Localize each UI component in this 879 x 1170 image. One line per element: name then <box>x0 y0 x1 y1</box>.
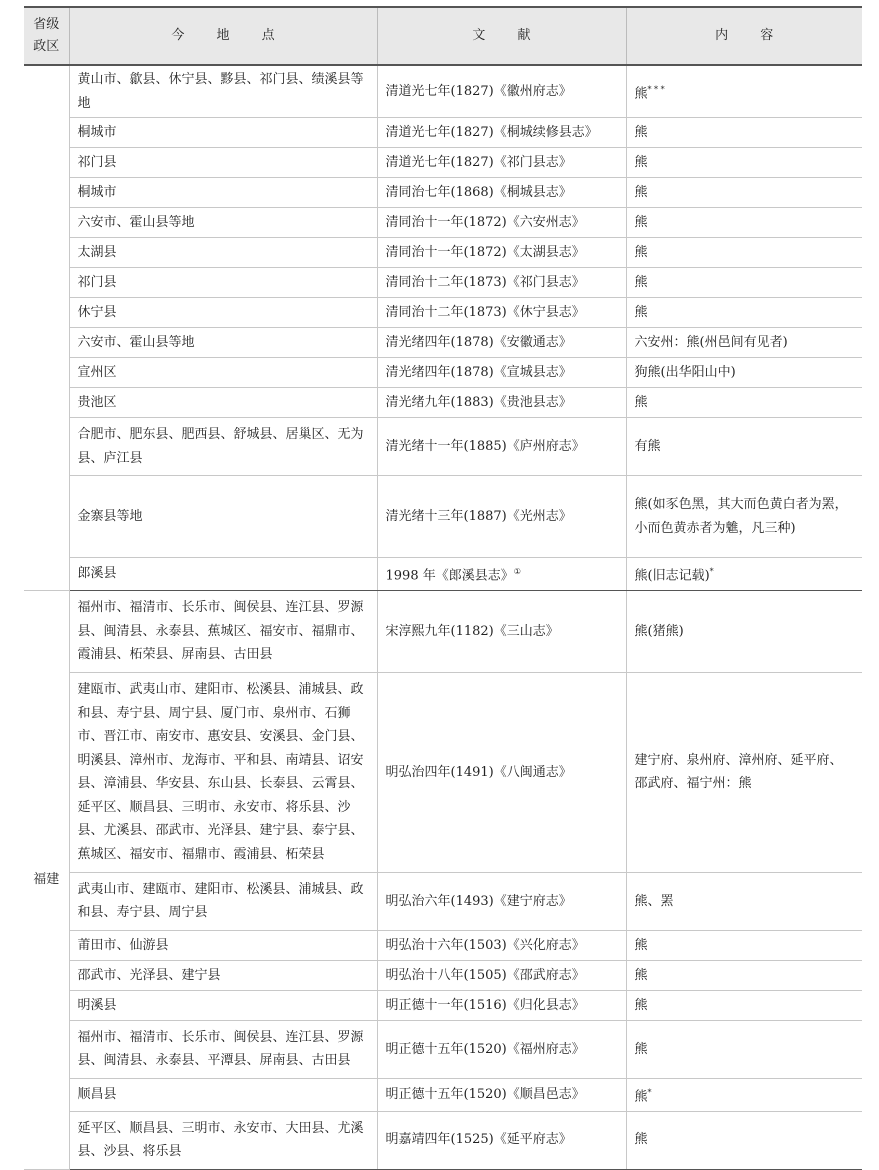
source-cell-text: 清光绪十三年(1887)《光州志》 <box>385 508 572 524</box>
place-cell-text: 金寨县等地 <box>77 508 143 524</box>
place-cell-text: 贵池区 <box>77 394 117 410</box>
place-cell-text: 福州市、福清市、长乐市、闽侯县、连江县、罗源县、闽清县、永泰县、蕉城区、福安市、福鼎市、霞浦县、柘荣县、屏南县、古田县 <box>77 600 364 663</box>
source-cell-text: 清同治十一年(1872)《六安州志》 <box>385 214 585 230</box>
table-row <box>24 558 862 591</box>
source-cell-text: 清同治十二年(1873)《祁门县志》 <box>385 274 585 290</box>
place-cell <box>69 590 377 672</box>
province-cell: 福建 <box>24 590 69 1169</box>
table-row <box>24 418 862 476</box>
footnote-mark: ① <box>513 567 521 576</box>
table-row <box>24 930 862 960</box>
source-cell <box>377 872 626 930</box>
source-cell <box>377 418 626 476</box>
source-cell <box>377 178 626 208</box>
source-cell <box>377 960 626 990</box>
source-cell-text: 宋淳熙九年(1182)《三山志》 <box>385 623 559 639</box>
content-cell-text: 熊 <box>634 304 648 320</box>
table-row <box>24 1078 862 1111</box>
content-cell <box>626 388 862 418</box>
source-cell-text: 清同治十一年(1872)《太湖县志》 <box>385 244 585 260</box>
content-cell-text: 熊(猪熊) <box>634 623 684 639</box>
source-cell-text: 明嘉靖四年(1525)《延平府志》 <box>385 1132 572 1148</box>
place-cell <box>69 268 377 298</box>
content-cell-text: 熊 <box>634 997 648 1013</box>
footnote-mark: * * * <box>647 84 665 94</box>
content-cell <box>626 328 862 358</box>
content-cell <box>626 65 862 118</box>
content-cell-text: 熊 <box>634 394 648 410</box>
source-cell-text: 清道光七年(1827)《桐城续修县志》 <box>385 124 598 140</box>
place-cell <box>69 558 377 591</box>
content-cell-text: 熊(旧志记载) <box>634 568 710 584</box>
table-row <box>24 238 862 268</box>
content-cell <box>626 558 862 591</box>
table-row <box>24 328 862 358</box>
place-cell <box>69 65 377 118</box>
content-cell <box>626 1111 862 1169</box>
content-cell <box>626 672 862 872</box>
place-cell-text: 桐城市 <box>77 184 117 200</box>
place-cell-text: 太湖县 <box>77 244 117 260</box>
content-cell-text: 熊 <box>634 274 648 290</box>
content-cell <box>626 208 862 238</box>
source-cell <box>377 1078 626 1111</box>
place-cell-text: 邵武市、光泽县、建宁县 <box>77 967 221 983</box>
province-cell <box>24 65 69 590</box>
source-cell-text: 清光绪十一年(1885)《庐州府志》 <box>385 438 585 454</box>
header-content: 内 容 <box>626 7 862 65</box>
table-row <box>24 960 862 990</box>
place-cell-text: 建瓯市、武夷山市、建阳市、松溪县、浦城县、政和县、寿宁县、周宁县、厦门市、泉州市、石狮市、晋江市、南安市、惠安县、安溪县、金门县、明溪县、漳州市、龙海市、平和县、南靖县、诏安县、漳浦县、华安县、东山县、长泰县、云霄县、延平区、顺昌县、三明市、永安市、将乐县、沙县、尤溪县、邵武市、光泽县、建宁县、泰宁县、蕉城区、福安市、福鼎市、霞浦县、柘荣县 <box>77 682 364 862</box>
table-row <box>24 65 862 118</box>
place-cell <box>69 298 377 328</box>
source-cell <box>377 358 626 388</box>
place-cell <box>69 1111 377 1169</box>
place-cell-text: 武夷山市、建瓯市、建阳市、松溪县、浦城县、政和县、寿宁县、周宁县 <box>77 881 364 921</box>
source-cell-text: 清光绪四年(1878)《安徽通志》 <box>385 334 572 350</box>
source-cell <box>377 1020 626 1078</box>
table-row <box>24 1020 862 1078</box>
source-cell-text: 清道光七年(1827)《祁门县志》 <box>385 154 572 170</box>
table-row <box>24 872 862 930</box>
content-cell-text: 熊 <box>634 244 648 260</box>
place-cell <box>69 388 377 418</box>
source-cell <box>377 328 626 358</box>
content-cell <box>626 118 862 148</box>
source-cell <box>377 148 626 178</box>
source-cell <box>377 476 626 558</box>
source-cell <box>377 1111 626 1169</box>
content-cell-text: 熊 <box>634 124 648 140</box>
footnote-mark: * <box>709 567 714 576</box>
table-row <box>24 298 862 328</box>
place-cell <box>69 1020 377 1078</box>
content-cell <box>626 590 862 672</box>
place-cell <box>69 358 377 388</box>
place-cell <box>69 1078 377 1111</box>
source-cell-text: 清同治十二年(1873)《休宁县志》 <box>385 304 585 320</box>
header-place: 今 地 点 <box>69 7 377 65</box>
source-cell-text: 清道光七年(1827)《徽州府志》 <box>385 83 572 99</box>
source-cell <box>377 208 626 238</box>
content-cell-text: 六安州：熊(州邑间有见者) <box>634 334 788 350</box>
content-cell <box>626 990 862 1020</box>
source-cell <box>377 930 626 960</box>
content-cell <box>626 148 862 178</box>
place-cell <box>69 872 377 930</box>
table-row <box>24 388 862 418</box>
content-cell-text: 熊、罴 <box>634 893 674 909</box>
source-cell <box>377 388 626 418</box>
place-cell-text: 六安市、霍山县等地 <box>77 334 195 350</box>
content-cell-text: 熊 <box>634 1132 648 1148</box>
table-row <box>24 208 862 238</box>
content-cell <box>626 418 862 476</box>
table-row <box>24 990 862 1020</box>
place-cell <box>69 418 377 476</box>
place-cell-text: 祁门县 <box>77 274 117 290</box>
place-cell <box>69 118 377 148</box>
content-cell <box>626 872 862 930</box>
source-cell-text: 清同治七年(1868)《桐城县志》 <box>385 184 572 200</box>
header-source: 文 献 <box>377 7 626 65</box>
source-cell-text: 明弘治四年(1491)《八闽通志》 <box>385 764 572 780</box>
content-cell-text: 熊(如豕色黑，其大而色黄白者为罴，小而色黄赤者为魋，凡三种) <box>634 497 848 536</box>
place-cell-text: 六安市、霍山县等地 <box>77 214 195 230</box>
place-cell <box>69 930 377 960</box>
place-cell-text: 莆田市、仙游县 <box>77 937 169 953</box>
place-cell <box>69 178 377 208</box>
place-cell-text: 黄山市、歙县、休宁县、黟县、祁门县、绩溪县等地 <box>77 72 364 111</box>
source-cell-text: 明弘治十六年(1503)《兴化府志》 <box>385 937 585 953</box>
place-cell <box>69 990 377 1020</box>
content-cell <box>626 358 862 388</box>
place-cell-text: 郎溪县 <box>77 566 117 582</box>
records-table <box>24 6 862 1170</box>
table-row <box>24 1111 862 1169</box>
table-row <box>24 268 862 298</box>
source-cell-text: 明弘治六年(1493)《建宁府志》 <box>385 893 572 909</box>
content-cell-text: 熊 <box>634 184 648 200</box>
footnote-mark: * <box>647 1087 652 1097</box>
place-cell <box>69 238 377 268</box>
source-cell <box>377 268 626 298</box>
table-row <box>24 118 862 148</box>
content-cell-text: 有熊 <box>634 438 661 454</box>
place-cell <box>69 960 377 990</box>
place-cell <box>69 208 377 238</box>
place-cell-text: 明溪县 <box>77 997 117 1013</box>
place-cell <box>69 148 377 178</box>
source-cell-text: 1998 年《郎溪县志》 <box>385 568 514 584</box>
header-province <box>24 7 69 65</box>
content-cell <box>626 238 862 268</box>
source-cell <box>377 118 626 148</box>
table-row <box>24 590 862 672</box>
place-cell-text: 桐城市 <box>77 124 117 140</box>
source-cell-text: 清光绪四年(1878)《宣城县志》 <box>385 364 572 380</box>
content-cell-text: 狗熊(出华阳山中) <box>634 364 736 380</box>
place-cell-text: 宣州区 <box>77 364 117 380</box>
content-cell <box>626 960 862 990</box>
content-cell <box>626 1020 862 1078</box>
content-cell <box>626 930 862 960</box>
content-cell-text: 建宁府、泉州府、漳州府、延平府、邵武府、福宁州：熊 <box>634 752 843 792</box>
content-cell-text: 熊 <box>634 1089 648 1105</box>
place-cell-text: 祁门县 <box>77 154 117 170</box>
table-body <box>24 65 862 1169</box>
source-cell <box>377 65 626 118</box>
source-cell-text: 明正德十五年(1520)《顺昌邑志》 <box>385 1086 585 1102</box>
source-cell <box>377 558 626 591</box>
table-row <box>24 476 862 558</box>
table-row <box>24 672 862 872</box>
place-cell-text: 休宁县 <box>77 304 117 320</box>
source-cell <box>377 590 626 672</box>
content-cell <box>626 178 862 208</box>
header-province-label: 省级 政区 <box>33 17 60 54</box>
content-cell <box>626 476 862 558</box>
place-cell <box>69 476 377 558</box>
place-cell-text: 合肥市、肥东县、肥西县、舒城县、居巢区、无为县、庐江县 <box>77 427 364 466</box>
content-cell-text: 熊 <box>634 1041 648 1057</box>
source-cell-text: 明正德十五年(1520)《福州府志》 <box>385 1041 585 1057</box>
content-cell-text: 熊 <box>634 154 648 170</box>
content-cell-text: 熊 <box>634 85 648 101</box>
content-cell-text: 熊 <box>634 214 648 230</box>
content-cell-text: 熊 <box>634 937 648 953</box>
place-cell <box>69 328 377 358</box>
source-cell-text: 清光绪九年(1883)《贵池县志》 <box>385 394 572 410</box>
table-row <box>24 358 862 388</box>
content-cell-text: 熊 <box>634 967 648 983</box>
content-cell <box>626 268 862 298</box>
place-cell-text: 顺昌县 <box>77 1086 117 1102</box>
table-row <box>24 178 862 208</box>
place-cell-text: 福州市、福清市、长乐市、闽侯县、连江县、罗源县、闽清县、永泰县、平潭县、屏南县、古田县 <box>77 1029 364 1069</box>
source-cell <box>377 238 626 268</box>
source-cell <box>377 298 626 328</box>
table-row <box>24 148 862 178</box>
place-cell-text: 延平区、顺昌县、三明市、永安市、大田县、尤溪县、沙县、将乐县 <box>77 1120 364 1160</box>
content-cell <box>626 298 862 328</box>
content-cell <box>626 1078 862 1111</box>
source-cell-text: 明弘治十八年(1505)《邵武府志》 <box>385 967 585 983</box>
source-cell <box>377 990 626 1020</box>
source-cell-text: 明正德十一年(1516)《归化县志》 <box>385 997 585 1013</box>
table-header-row <box>24 7 862 65</box>
source-cell <box>377 672 626 872</box>
place-cell <box>69 672 377 872</box>
